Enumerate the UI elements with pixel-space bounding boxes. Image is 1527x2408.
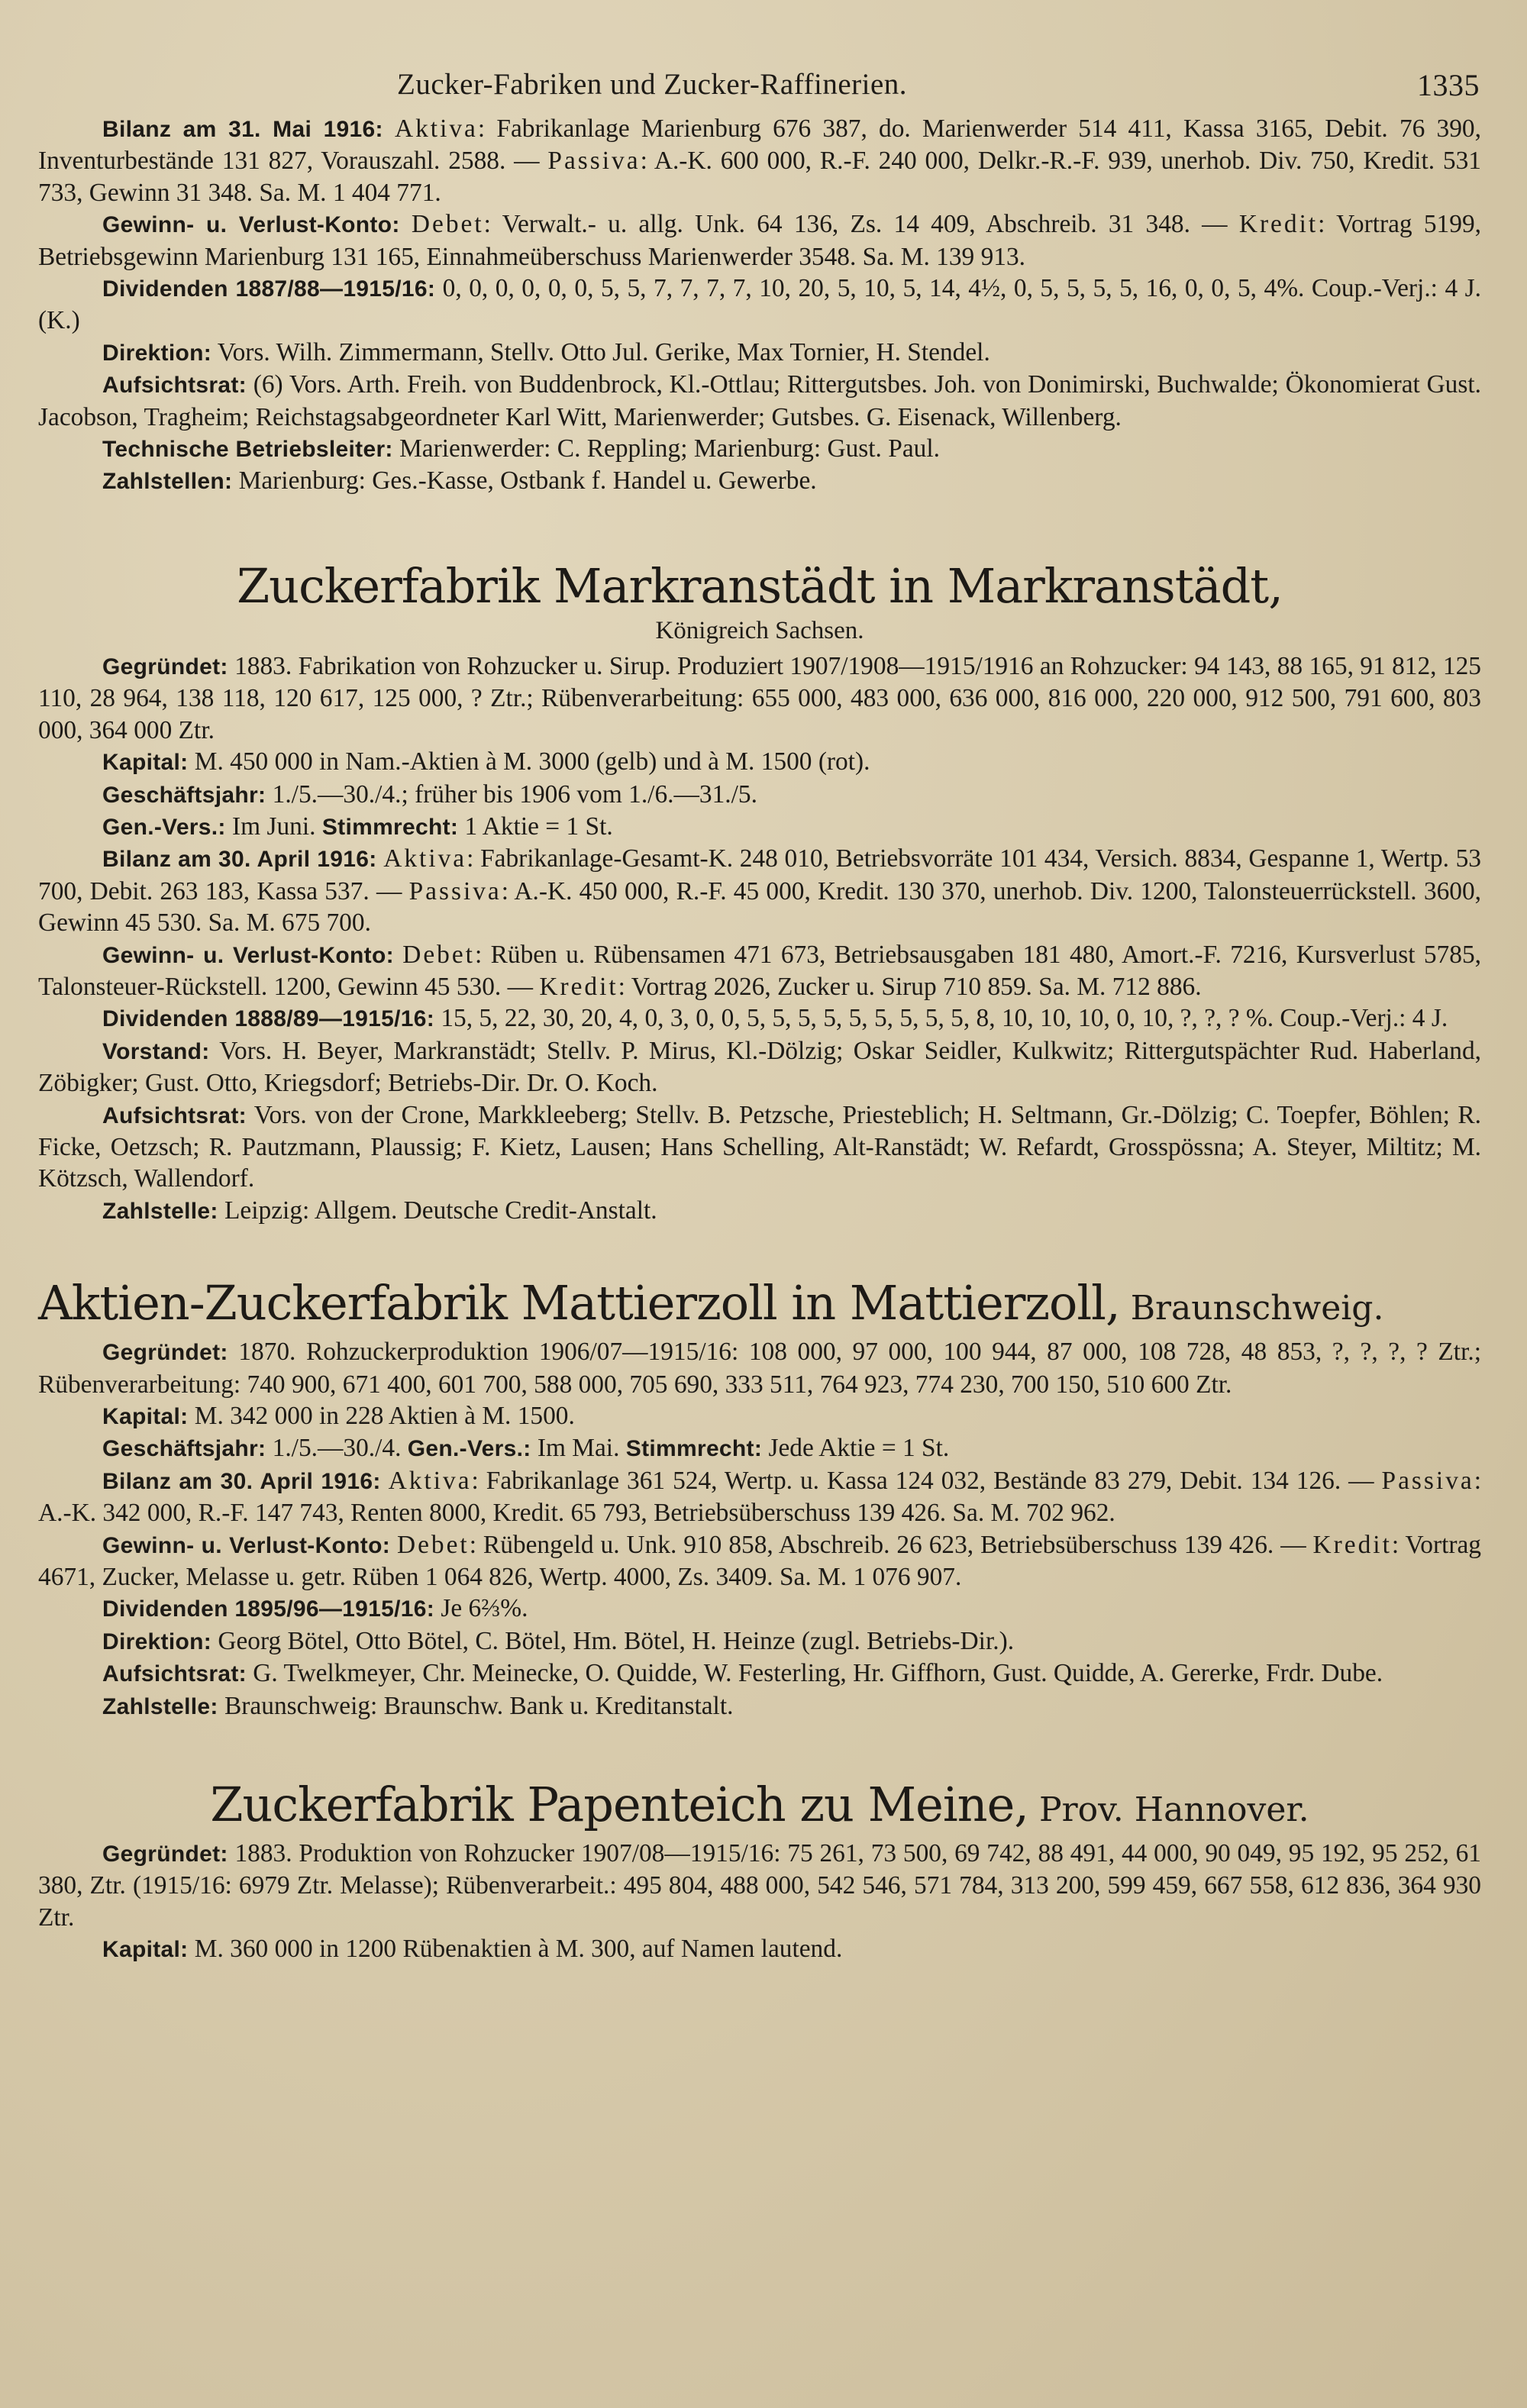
aufsichtsrat-paragraph: Aufsichtsrat: Vors. von der Crone, Markkleeberg; Stellv. B. Petzsche, Priesteblich; H. Seltmann, Gr.-Dölzig; C. Toepfer, Böhlen; R. Ficke, Oetzsch; R. Pautzmann, Plaussig; F. Kietz, Lausen; Hans Schelling, Alt-Ranstädt; W. Refardt, Grosspössna; A. Steyer, Miltitz; M. Kötzsch, Wallendorf. — [38, 1100, 1481, 1193]
zahlstellen-label: Zahlstellen: — [102, 469, 233, 495]
bilanz-paragraph: Bilanz am 31. Mai 1916: Aktiva: Fabrikanlage Marienburg 676 387, do. Marienwerder 514 411, Kassa 3165, Debit. 76 390, Inventurbestände 131 827, Vorauszahl. 2588. — Passiva: A.-K. 600 000, R.-F. 240 000, Delkr.-R.-F. 939, unerhob. Div. 750, Kredit. 531 733, Gewinn 31 348. Sa. M. 1 404 771. — [38, 115, 1481, 207]
kredit-label: Kredit — [1312, 1530, 1392, 1559]
gewinn-label: Gewinn- u. Verlust-Konto: — [102, 1532, 391, 1558]
geschaeftsjahr-label: Geschäftsjahr: — [102, 1436, 266, 1462]
genvers-paragraph: Gen.-Vers.: Im Juni. Stimmrecht: 1 Aktie = 1 St. — [102, 812, 613, 841]
dividenden-paragraph: Dividenden 1887/88—1915/16: 0, 0, 0, 0, 0, 0, 5, 5, 7, 7, 7, 7, 10, 20, 5, 10, 5, 14, 4½, 0, 5, 5, 5, 5, 16, 0, 0, 5, 4%. Coup.-Verj.: 4 J. (K.) — [38, 274, 1481, 335]
entry-title: Aktien-Zuckerfabrik Mattierzoll in Mattierzoll, Braunschweig. — [38, 1275, 1384, 1332]
aufsichtsrat-paragraph: Aufsichtsrat: (6) Vors. Arth. Freih. von Buddenbrock, Kl.-Ottlau; Rittergutsbes. Joh. von Donimirski, Buchwalde; Ökonomierat Gust. Jacobson, Tragheim; Reichstagsabgeordneter Karl Witt, Marienwerder; Gutsbes. G. Eisenack, Willenberg. — [38, 370, 1481, 431]
gegruendet-label: Gegründet: — [102, 1340, 228, 1366]
kapital-paragraph: Kapital: M. 342 000 in 228 Aktien à M. 1500. — [102, 1402, 575, 1430]
zahlstelle-paragraph: Zahlstelle: Leipzig: Allgem. Deutsche Credit-Anstalt. — [102, 1196, 657, 1225]
zahlstelle-label: Zahlstelle: — [102, 1693, 218, 1719]
entry-continuation — [38, 113, 1481, 498]
passiva-label: Passiva — [547, 147, 641, 176]
aktiva-label: Aktiva — [388, 1466, 472, 1495]
gewinn-label: Gewinn- u. Verlust-Konto: — [102, 212, 400, 238]
dividenden-label: Dividenden 1888/89—1915/16: — [102, 1006, 434, 1032]
aufsichtsrat-label: Aufsichtsrat: — [102, 1661, 247, 1687]
dividenden-paragraph: Dividenden 1895/96—1915/16: Je 6⅔%. — [102, 1594, 528, 1623]
bilanz-paragraph: Bilanz am 30. April 1916: Aktiva: Fabrikanlage-Gesamt-K. 248 010, Betriebsvorräte 101 434, Versich. 8834, Gespanne 1, Wertp. 53 700, Debit. 263 183, Kassa 537. — Passiva: A.-K. 450 000, R.-F. 45 000, Kredit. 130 370, unerhob. Div. 1200, Talonsteuerrückstell. 3600, Gewinn 45 530. Sa. M. 675 700. — [38, 844, 1481, 938]
gegruendet-label: Gegründet: — [102, 654, 228, 679]
vorstand-label: Vorstand: — [102, 1038, 210, 1064]
zahlstellen-paragraph: Zahlstellen: Marienburg: Ges.-Kasse, Ostbank f. Handel u. Gewerbe. — [102, 466, 817, 495]
zahlstelle-paragraph: Zahlstelle: Braunschweig: Braunschw. Bank u. Kreditanstalt. — [102, 1691, 734, 1720]
bilanz-paragraph: Bilanz am 30. April 1916: Aktiva: Fabrikanlage 361 524, Wertp. u. Kassa 124 032, Bestände 83 279, Debit. 134 126. — Passiva: A.-K. 342 000, R.-F. 147 743, Renten 8000, Kredit. 65 793, Betriebsüberschuss 139 426. Sa. M. 702 962. — [38, 1466, 1481, 1528]
direktion-paragraph: Direktion: Vors. Wilh. Zimmermann, Stellv. Otto Jul. Gerike, Max Tornier, H. Stendel. — [102, 337, 990, 366]
passiva-label: Passiva — [408, 876, 502, 905]
dividenden-label: Dividenden 1887/88—1915/16: — [102, 276, 436, 302]
gegruendet-paragraph: Gegründet: 1883. Produktion von Rohzucker 1907/08—1915/16: 75 261, 73 500, 69 742, 88 491, 44 000, 90 049, 95 192, 95 252, 61 380, Ztr. (1915/16: 6979 Ztr. Melasse); Rübenverarbeit.: 495 804, 488 000, 542 546, 571 784, 313 200, 599 459, 667 558, 612 836, 364 930 Ztr. — [38, 1839, 1481, 1932]
direktion-label: Direktion: — [102, 1628, 212, 1654]
stimmrecht-label: Stimmrecht: — [321, 814, 459, 840]
kapital-label: Kapital: — [102, 1937, 189, 1963]
technische-paragraph: Technische Betriebsleiter: Marienwerder: C. Reppling; Marienburg: Gust. Paul. — [102, 434, 940, 463]
aktiva-label: Aktiva — [395, 115, 478, 143]
entry-title: Zuckerfabrik Papenteich zu Meine, Prov. Hannover. — [210, 1777, 1309, 1833]
kapital-label: Kapital: — [102, 750, 189, 776]
page-number: 1335 — [1417, 68, 1480, 102]
gewinn-paragraph: Gewinn- u. Verlust-Konto: Debet: Verwalt.- u. allg. Unk. 64 136, Zs. 14 409, Abschreib. 31 348. — Kredit: Vortrag 5199, Betriebsgewinn Marienburg 131 165, Einnahmeüberschuss Marienwerder 3548. Sa. M. 139 913. — [38, 210, 1481, 271]
debet-label: Debet — [402, 940, 475, 969]
kredit-label: Kredit — [1238, 210, 1319, 239]
kapital-label: Kapital: — [102, 1404, 189, 1429]
dividenden-label: Dividenden 1895/96—1915/16: — [102, 1596, 434, 1622]
gewinn-paragraph: Gewinn- u. Verlust-Konto: Debet: Rübengeld u. Unk. 910 858, Abschreib. 26 623, Betriebsüberschuss 139 426. — Kredit: Vortrag 4671, Zucker, Melasse u. getr. Rüben 1 064 826, Wertp. 4000, Zs. 3409. Sa. M. 1 076 907. — [38, 1530, 1482, 1592]
aufsichtsrat-paragraph: Aufsichtsrat: G. Twelkmeyer, Chr. Meinecke, O. Quidde, W. Festerling, Hr. Giffhorn, Gust. Quidde, A. Gererke, Frdr. Dube. — [102, 1659, 1383, 1688]
vorstand-paragraph: Vorstand: Vors. H. Beyer, Markranstädt; Stellv. P. Mirus, Kl.-Dölzig; Oskar Seidler, Kulkwitz; Rittergutspächter Rud. Haberland, Zöbigker; Gust. Otto, Kriegsdorf; Betriebs-Dir. Dr. O. Koch. — [38, 1036, 1481, 1098]
entry-markranstaedt — [38, 559, 1481, 1227]
genvers-label: Gen.-Vers.: — [102, 814, 226, 840]
kredit-label: Kredit — [539, 972, 618, 1001]
entry-title: Zuckerfabrik Markranstädt in Markranstädt, — [237, 557, 1283, 614]
kapital-paragraph: Kapital: M. 450 000 in Nam.-Aktien à M. 3000 (gelb) und à M. 1500 (rot). — [102, 747, 870, 776]
gewinn-label: Gewinn- u. Verlust-Konto: — [102, 942, 394, 968]
gewinn-paragraph: Gewinn- u. Verlust-Konto: Debet: Rüben u. Rübensamen 471 673, Betriebsausgaben 181 480, Amort.-F. 7216, Kursverlust 5785, Talonsteuer-Rückstell. 1200, Gewinn 45 530. — Kredit: Vortrag 2026, Zucker u. Sirup 710 859. Sa. M. 712 886. — [38, 940, 1481, 1001]
direktion-label: Direktion: — [102, 340, 212, 366]
technische-label: Technische Betriebsleiter: — [102, 437, 393, 463]
direktion-paragraph: Direktion: Georg Bötel, Otto Bötel, C. Bötel, Hm. Bötel, H. Heinze (zugl. Betriebs-Dir.). — [102, 1626, 1015, 1655]
debet-label: Debet — [411, 210, 484, 239]
header-title: Zucker-Fabriken und Zucker-Raffinerien. — [397, 68, 908, 101]
aufsichtsrat-label: Aufsichtsrat: — [102, 1102, 247, 1128]
geschaeftsjahr-paragraph: Geschäftsjahr: 1./5.—30./4. Gen.-Vers.: Im Mai. Stimmrecht: Jede Aktie = 1 St. — [102, 1434, 950, 1463]
entry-mattierzoll — [38, 1276, 1481, 1722]
entry-title-region: Prov. Hannover. — [1028, 1790, 1309, 1830]
gegruendet-label: Gegründet: — [102, 1842, 228, 1867]
passiva-label: Passiva — [1381, 1466, 1474, 1495]
stimmrecht-label: Stimmrecht: — [625, 1436, 763, 1462]
geschaeftsjahr-paragraph: Geschäftsjahr: 1./5.—30./4.; früher bis 1906 vom 1./6.—31./5. — [102, 780, 757, 809]
bilanz-label: Bilanz am 30. April 1916: — [102, 847, 377, 873]
gegruendet-paragraph: Gegründet: 1883. Fabrikation von Rohzucker u. Sirup. Produziert 1907/1908—1915/1916 an Rohzucker: 94 143, 88 165, 91 812, 125 110, 28 964, 138 118, 120 617, 125 000, ? Ztr.; Rübenverarbeitung: 655 000, 483 000, 636 000, 816 000, 220 000, 912 500, 791 600, 803 000, 364 000 Ztr. — [38, 651, 1481, 744]
geschaeftsjahr-label: Geschäftsjahr: — [102, 782, 266, 808]
gegruendet-paragraph: Gegründet: 1870. Rohzuckerproduktion 1906/07—1915/16: 108 000, 97 000, 100 944, 87 000, 108 728, 48 853, ?, ?, ?, ? Ztr.; Rübenverarbeitung: 740 900, 671 400, 601 700, 588 000, 705 690, 333 511, 764 923, 774 230, 700 150, 510 600 Ztr. — [38, 1338, 1481, 1399]
entry-subtitle: Königreich Sachsen. — [655, 616, 864, 644]
dividenden-paragraph: Dividenden 1888/89—1915/16: 15, 5, 22, 30, 20, 4, 0, 3, 0, 0, 5, 5, 5, 5, 5, 5, 5, 5, 5, 8, 10, 10, 10, 0, 10, ?, ?, ? %. Coup.-Verj.: 4 J. — [102, 1004, 1448, 1033]
aktiva-label: Aktiva — [383, 844, 467, 873]
aufsichtsrat-label: Aufsichtsrat: — [102, 373, 247, 399]
zahlstelle-label: Zahlstelle: — [102, 1198, 218, 1224]
bilanz-label: Bilanz am 30. April 1916: — [102, 1468, 381, 1494]
entry-title-region: Braunschweig. — [1119, 1289, 1384, 1328]
entry-papenteich — [38, 1777, 1481, 1966]
genvers-label: Gen.-Vers.: — [407, 1436, 531, 1462]
bilanz-label: Bilanz am 31. Mai 1916: — [102, 117, 383, 142]
kapital-paragraph: Kapital: M. 360 000 in 1200 Rübenaktien à M. 300, auf Namen lautend. — [102, 1935, 843, 1964]
debet-label: Debet — [396, 1530, 470, 1559]
running-header — [382, 67, 1480, 113]
